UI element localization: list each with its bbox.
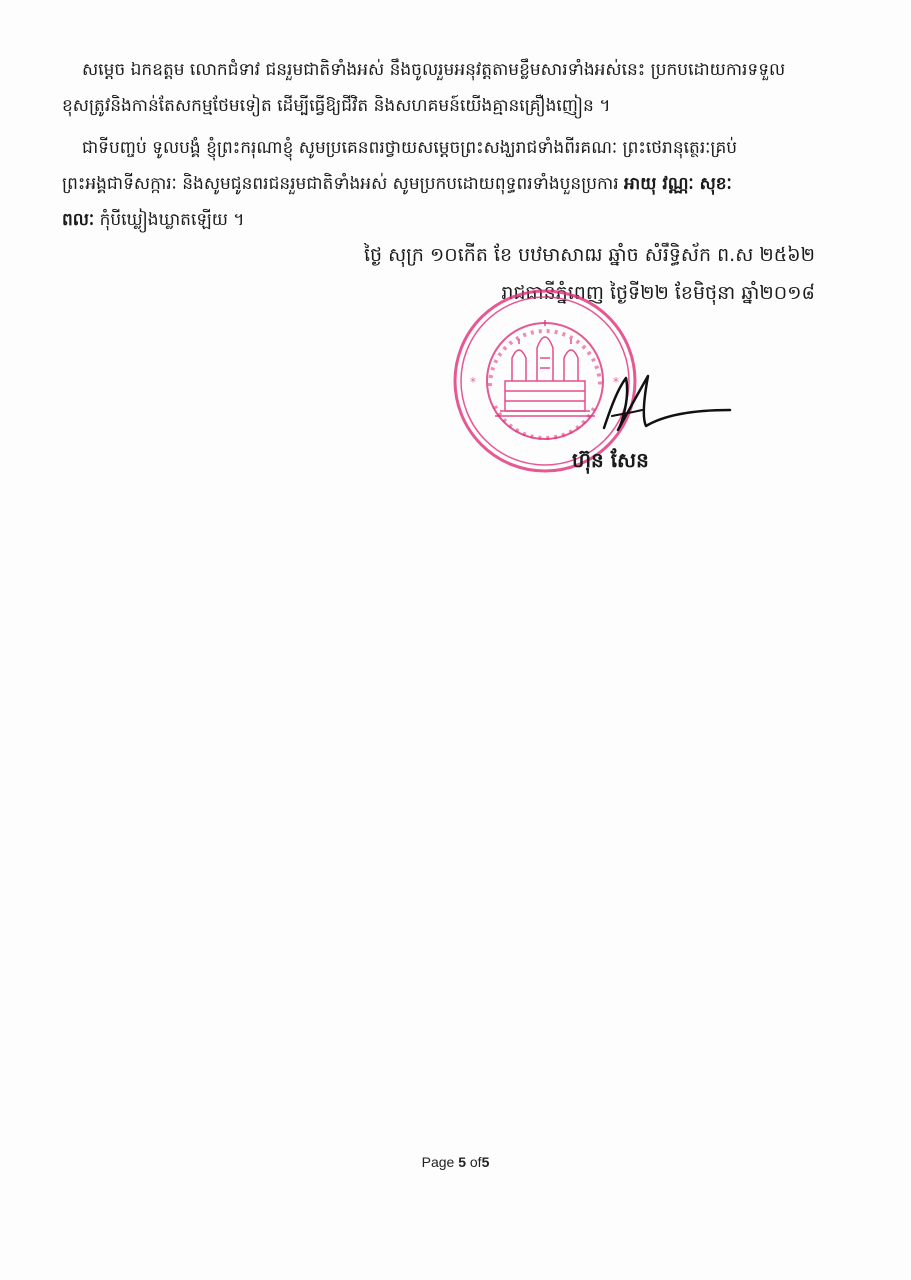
- paragraph-line: សម្តេច ឯកឧត្តម លោកជំទាវ ជនរួមជាតិទាំងអស់ នឹងចូលរួមអនុវត្តតាមខ្លឹមសារទាំងអស់នេះ ប្រកបដោយការទទួល: [82, 60, 786, 80]
- svg-text:*: *: [613, 375, 619, 389]
- closing-paragraph: [62, 52, 842, 124]
- page-total: 5: [481, 1154, 490, 1170]
- svg-text:*: *: [470, 375, 476, 389]
- paragraph-line: ខុសត្រូវនិងកាន់តែសកម្មថែមទៀត ដើម្បីធ្វើឱ្យជីវិត និងសហគមន៍យើងគ្មានគ្រឿងញៀន ។: [62, 96, 611, 116]
- paragraph-text: ព្រះអង្គជាទីសក្ការៈ និងសូមជូនពរជនរួមជាតិទាំងអស់ សូមប្រកបដោយពុទ្ធពរទាំងបួនប្រការ: [62, 174, 619, 194]
- page-of: of: [469, 1154, 482, 1170]
- handwritten-signature-icon: [596, 368, 736, 448]
- solar-date: រាជធានីភ្នំពេញ ថ្ងៃទី២២ ខែមិថុនា ឆ្នាំ២០១៨: [501, 282, 815, 304]
- page-footer: [0, 1154, 911, 1170]
- blessing-strength-bold: ពលៈ: [62, 210, 95, 230]
- paragraph-line: ជាទីបញ្ចប់ ទូលបង្គំ ខ្ញុំព្រះករុណាខ្ញុំ សូមប្រគេនពរថ្វាយសម្តេចព្រះសង្ឃរាជទាំងពីរគណៈ ព្រះថេរានុត្ថេរៈគ្រប់: [82, 138, 738, 158]
- page-label: Page: [421, 1154, 455, 1170]
- paragraph-line: [62, 166, 842, 202]
- paragraph-text: កុំបីឃ្លៀងឃ្លាតឡើយ ។: [99, 210, 245, 230]
- signatory-name: ហ៊ុន សែន: [572, 448, 649, 472]
- lunar-date: ថ្ងៃ សុក្រ ១០កើត ខែ បឋមាសាឍ ឆ្នាំច សំរឹទ្ធិស័ក ព.ស ២៥៦២: [363, 244, 815, 266]
- paragraph-line: [62, 202, 842, 238]
- page-current: 5: [458, 1154, 466, 1170]
- blessings-bold: អាយុ វណ្ណៈ សុខៈ: [624, 174, 732, 194]
- blessing-paragraph: [62, 130, 842, 238]
